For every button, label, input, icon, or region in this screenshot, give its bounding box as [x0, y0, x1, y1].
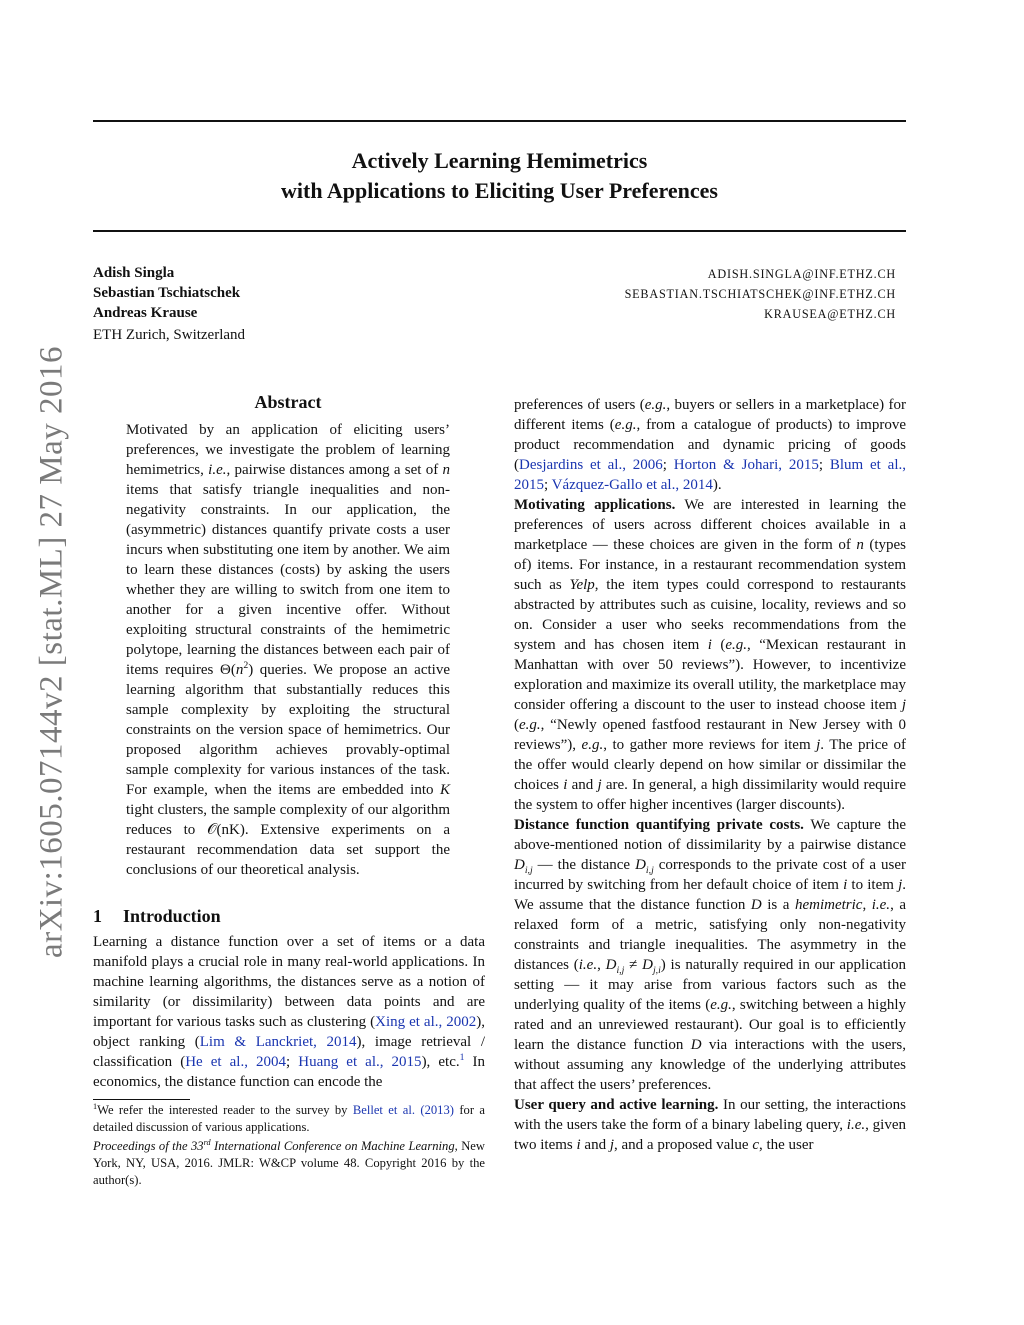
section-heading-introduction — [93, 906, 221, 927]
section-number: 1 — [93, 906, 102, 926]
paragraph: preferences of users (e.g., buyers or sellers in a marketplace) for different items (e.g., from a catalogue of products) to improve product recommendation and dynamic pricing of goods (Desjardins et al., 2006; Horton & Johari, 2015; Blum et al., 2015; Vázquez-Gallo et al., 2014). — [514, 397, 907, 493]
citation-link[interactable]: Xing et al., 2002 — [375, 1014, 477, 1030]
paper-title — [93, 146, 906, 206]
citation-link[interactable]: Desjardins et al., 2006 — [519, 457, 663, 473]
title-bottom-rule — [93, 230, 906, 232]
paragraph-heading: Distance function quantifying private costs. — [514, 817, 804, 833]
citation-link[interactable]: Blum et al., 2015 — [514, 457, 907, 493]
proceedings-note: Proceedings of the 33rd International Conference on Machine Learning, New York, NY, USA, 2016. JMLR: W&CP volume 48. Copyright 2016 by the author(s). — [93, 1137, 485, 1187]
citation-link[interactable]: Vázquez-Gallo et al., 2014 — [551, 477, 713, 493]
affiliation: ETH Zurich, Switzerland — [93, 327, 246, 343]
introduction-paragraph: Learning a distance function over a set of items or a data manifold plays a crucial role in many real-world applications. In machine learning algorithms, the distances serve as a notion of similarity (or dissimilarity) between data points and are important for various tasks such as clustering (Xing et al., 2002), object ranking (Lim & Lanckriet, 2014), image retrieval / classification (He et al., 2004; Huang et al., 2015), etc.$^1$ In economics, the distance function can encode the — [93, 934, 486, 1090]
paragraph-user-query: User query and active learning. In our setting, the interactions with the users take the form of a binary labeling query, i.e., given two items i and j, and a proposed value c, the user — [514, 1097, 906, 1153]
author-name: Sebastian Tschiatschek — [93, 285, 241, 301]
author-email[interactable]: KRAUSEA@ETHZ.CH — [764, 307, 896, 321]
top-rule — [93, 120, 906, 122]
author-block — [93, 263, 245, 345]
author-email[interactable]: ADISH.SINGLA@INF.ETHZ.CH — [707, 267, 896, 281]
abstract-heading: Abstract — [254, 392, 322, 412]
footnote: $^1$We refer the interested reader to the survey by Bellet et al. (2013) for a detailed discussion of various applications. — [93, 1101, 485, 1134]
section-title: Introduction — [123, 906, 221, 926]
abstract-body: Motivated by an application of eliciting users’ preferences, we investigate the problem of learning hemimetrics, i.e., pairwise distances among a set of n items that satisfy triangle inequalities and non-negativity constraints. In our application, the (asymmetric) distances quantify private costs a user incurs when substituting one item by another. We aim to learn these distances (costs) by asking the users whether they are willing to switch from one item to another for a given incentive offer. Without exploiting structural constraints of the hemimetric polytope, learning the distances between each pair of items requires $\Theta(n^2)$ queries. We propose an active learning algorithm that substantially reduces this sample complexity by exploiting the structural constraints on the version space of hemimetrics. Our proposed algorithm achieves provably-optimal sample complexity for various instances of the task. For example, when the items are embedded into K tight clusters, the sample complexity of our algorithm reduces to 𝒪(nK). Extensive experiments on a restaurant recommendation data set support the conclusions of our theoretical analysis. — [126, 422, 450, 878]
author-name: Adish Singla — [93, 265, 175, 281]
footnote-mark[interactable]: 1 — [459, 1052, 465, 1063]
citation-link[interactable]: Lim & Lanckriet, 2014 — [199, 1034, 357, 1050]
paragraph-heading: Motivating applications. — [514, 497, 676, 513]
citation-link[interactable]: Bellet et al. (2013) — [352, 1103, 454, 1117]
title-line-1: Actively Learning Hemimetrics — [351, 148, 648, 173]
author-name: Andreas Krause — [93, 305, 198, 321]
arxiv-identifier[interactable]: arXiv:1605.07144v2 [stat.ML] 27 May 2016 — [33, 345, 70, 959]
author-emails — [625, 264, 896, 324]
citation-link[interactable]: He et al., 2004 — [185, 1054, 287, 1070]
right-column — [514, 395, 906, 1155]
paragraph-motivating-applications: Motivating applications. We are interested in learning the preferences of users across different choices available in a marketplace — these choices are given in the form of n (types of) items. For instance, in a restaurant recommendation system such as Yelp, the item types could correspond to restaurants abstracted by attributes such as cuisine, locality, reviews and so on. Consider a user who seeks recommendations from the system and has chosen item i (e.g., “Mexican restaurant in Manhattan with over 50 reviews”). However, to incentivize exploration and maximize its overall utility, the marketplace may consider offering a discount to the user to instead choose item j (e.g., “Newly opened fastfood restaurant in New Jersey with 0 reviews”), e.g., to gather more reviews for item j. The price of the offer would clearly depend on how similar or dissimilar the choices i and j are. In general, a high dissimilarity would require the system to offer higher incentives (larger discounts). — [514, 497, 906, 813]
paragraph-heading: User query and active learning. — [514, 1097, 719, 1113]
citation-link[interactable]: Horton & Johari, 2015 — [673, 457, 819, 473]
footnote-rule — [93, 1099, 190, 1100]
title-line-2: with Applications to Eliciting User Preferences — [281, 178, 718, 203]
paragraph-distance-function: Distance function quantifying private costs. We capture the above-mentioned notion of dissimilarity by a pairwise distance $D_{i,j}$ — the distance $D_{i,j}$ corresponds to the private cost of a user incurred by switching from her default choice of item i to item j. We assume that the distance function D is a hemimetric, i.e., a relaxed form of a metric, satisfying only non-negativity constraints and triangle inequalities. The asymmetry in the distances (i.e., $D_{i,j} \ne D_{j,i}$) is naturally required in our application setting — it may arise from various factors such as the underlying quality of the items (e.g., switching between a highly rated and an unreviewed restaurant). Our goal is to efficiently learn the distance function D via interactions with the users, without assuming any knowledge of the underlying attributes that affect the users’ preferences. — [514, 817, 907, 1093]
citation-link[interactable]: Huang et al., 2015 — [298, 1054, 422, 1070]
author-email[interactable]: SEBASTIAN.TSCHIATSCHEK@INF.ETHZ.CH — [624, 287, 896, 301]
